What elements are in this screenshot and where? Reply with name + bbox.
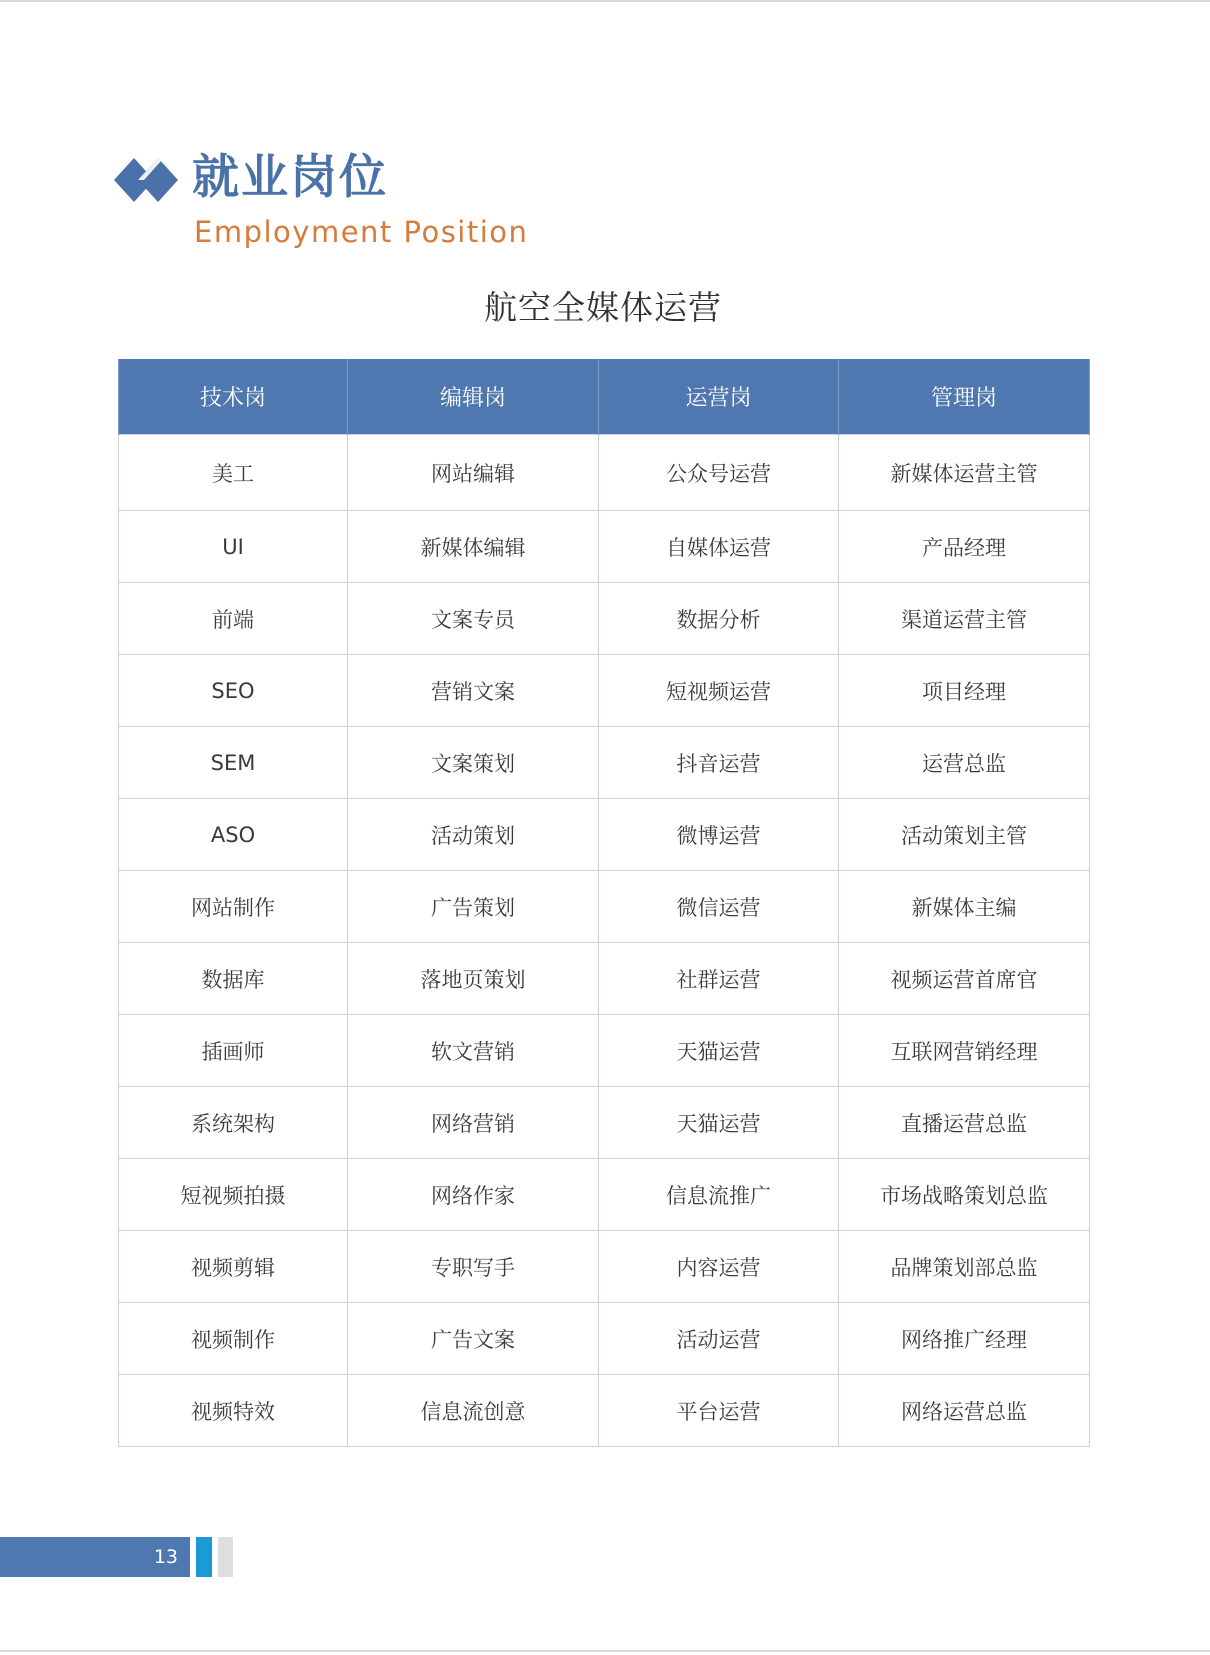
table-cell: 运营总监 [839, 727, 1090, 799]
table-row [119, 435, 1090, 511]
table-cell: 活动运营 [599, 1303, 839, 1375]
section-subtitle: Employment Position [194, 215, 529, 249]
table-cell: 网络作家 [348, 1159, 599, 1231]
table-row [119, 511, 1090, 583]
table-cell: 视频特效 [119, 1375, 348, 1447]
table-cell: 新媒体编辑 [348, 511, 599, 583]
table-cell: 视频剪辑 [119, 1231, 348, 1303]
table-row [119, 1159, 1090, 1231]
table-cell: 短视频拍摄 [119, 1159, 348, 1231]
header-management: 管理岗 [839, 359, 1090, 435]
table-cell: 活动策划主管 [839, 799, 1090, 871]
table-cell: 微博运营 [599, 799, 839, 871]
table-cell: 系统架构 [119, 1087, 348, 1159]
table-cell: 数据分析 [599, 583, 839, 655]
double-diamond-icon [114, 156, 180, 204]
top-rule [0, 0, 1210, 2]
footer-accent-block [196, 1537, 212, 1577]
table-cell: 软文营销 [348, 1015, 599, 1087]
table-cell: 网络营销 [348, 1087, 599, 1159]
table-cell: 社群运营 [599, 943, 839, 1015]
table-cell: 广告策划 [348, 871, 599, 943]
table-cell: 网站编辑 [348, 435, 599, 511]
table-cell: 美工 [119, 435, 348, 511]
table-cell: 插画师 [119, 1015, 348, 1087]
table-cell: 抖音运营 [599, 727, 839, 799]
bottom-rule [0, 1650, 1210, 1652]
table-row [119, 1015, 1090, 1087]
table-cell: 视频运营首席官 [839, 943, 1090, 1015]
table-row [119, 727, 1090, 799]
table-cell: 自媒体运营 [599, 511, 839, 583]
table-cell: 产品经理 [839, 511, 1090, 583]
table-row [119, 1231, 1090, 1303]
table-cell: 网站制作 [119, 871, 348, 943]
table-cell: UI [119, 511, 348, 583]
header-editorial: 编辑岗 [348, 359, 599, 435]
table-cell: 内容运营 [599, 1231, 839, 1303]
table-cell: 平台运营 [599, 1375, 839, 1447]
table-row [119, 583, 1090, 655]
table-cell: SEO [119, 655, 348, 727]
table-cell: 落地页策划 [348, 943, 599, 1015]
table-cell: 新媒体主编 [839, 871, 1090, 943]
table-cell: 项目经理 [839, 655, 1090, 727]
footer-grey-block [218, 1537, 233, 1577]
table-cell: 品牌策划部总监 [839, 1231, 1090, 1303]
table-cell: 文案专员 [348, 583, 599, 655]
table-cell: 渠道运营主管 [839, 583, 1090, 655]
table-row [119, 1087, 1090, 1159]
table-cell: 网络运营总监 [839, 1375, 1090, 1447]
table-header-row [119, 359, 1090, 435]
table-cell: 专职写手 [348, 1231, 599, 1303]
table-cell: 信息流推广 [599, 1159, 839, 1231]
section-title: 就业岗位 [192, 150, 388, 205]
table-cell: 文案策划 [348, 727, 599, 799]
positions-table [118, 359, 1090, 1447]
table-cell: 直播运营总监 [839, 1087, 1090, 1159]
table-cell: 网络推广经理 [839, 1303, 1090, 1375]
table-cell: ASO [119, 799, 348, 871]
table-cell: 公众号运营 [599, 435, 839, 511]
header-operations: 运营岗 [599, 359, 839, 435]
page-number: 13 [153, 1546, 178, 1568]
table-cell: 营销文案 [348, 655, 599, 727]
table-cell: 新媒体运营主管 [839, 435, 1090, 511]
table-row [119, 943, 1090, 1015]
table-cell: 视频制作 [119, 1303, 348, 1375]
table-body [119, 435, 1090, 1447]
table-title: 航空全媒体运营 [484, 288, 722, 327]
table-cell: 前端 [119, 583, 348, 655]
table-cell: 天猫运营 [599, 1015, 839, 1087]
table-cell: 信息流创意 [348, 1375, 599, 1447]
table-cell: 广告文案 [348, 1303, 599, 1375]
table-cell: SEM [119, 727, 348, 799]
table-row [119, 1375, 1090, 1447]
table-cell: 市场战略策划总监 [839, 1159, 1090, 1231]
table-row [119, 1303, 1090, 1375]
table-cell: 数据库 [119, 943, 348, 1015]
table-cell: 互联网营销经理 [839, 1015, 1090, 1087]
table-cell: 短视频运营 [599, 655, 839, 727]
header-technical: 技术岗 [119, 359, 348, 435]
table-cell: 天猫运营 [599, 1087, 839, 1159]
table-row [119, 655, 1090, 727]
table-row [119, 799, 1090, 871]
table-row [119, 871, 1090, 943]
table-cell: 微信运营 [599, 871, 839, 943]
table-cell: 活动策划 [348, 799, 599, 871]
